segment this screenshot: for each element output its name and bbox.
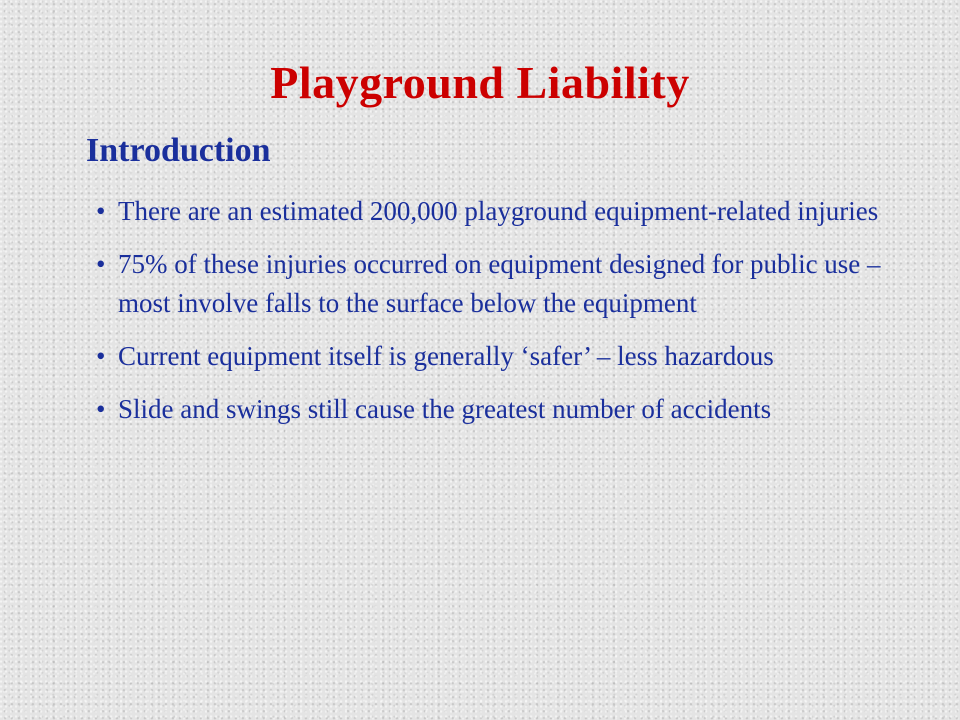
slide-title: Playground Liability [270, 57, 690, 108]
bullet-list [96, 192, 896, 443]
bullet-item [96, 245, 896, 323]
bullet-item [96, 337, 896, 376]
bullet-text: There are an estimated 200,000 playground equipment-related injuries [118, 196, 879, 226]
bullet-text: Current equipment itself is generally ‘safer’ – less hazardous [118, 341, 774, 371]
bullet-text: Slide and swings still cause the greatest number of accidents [118, 394, 772, 424]
bullet-icon: • [96, 249, 106, 279]
slide-subtitle: Introduction [86, 132, 271, 169]
bullet-icon: • [96, 341, 106, 371]
bullet-text: 75% of these injuries occurred on equipment designed for public use – most involve falls to the surface below the equipment [118, 249, 881, 318]
bullet-item [96, 390, 896, 429]
bullet-item [96, 192, 896, 231]
bullet-icon: • [96, 394, 106, 424]
bullet-icon: • [96, 196, 106, 226]
